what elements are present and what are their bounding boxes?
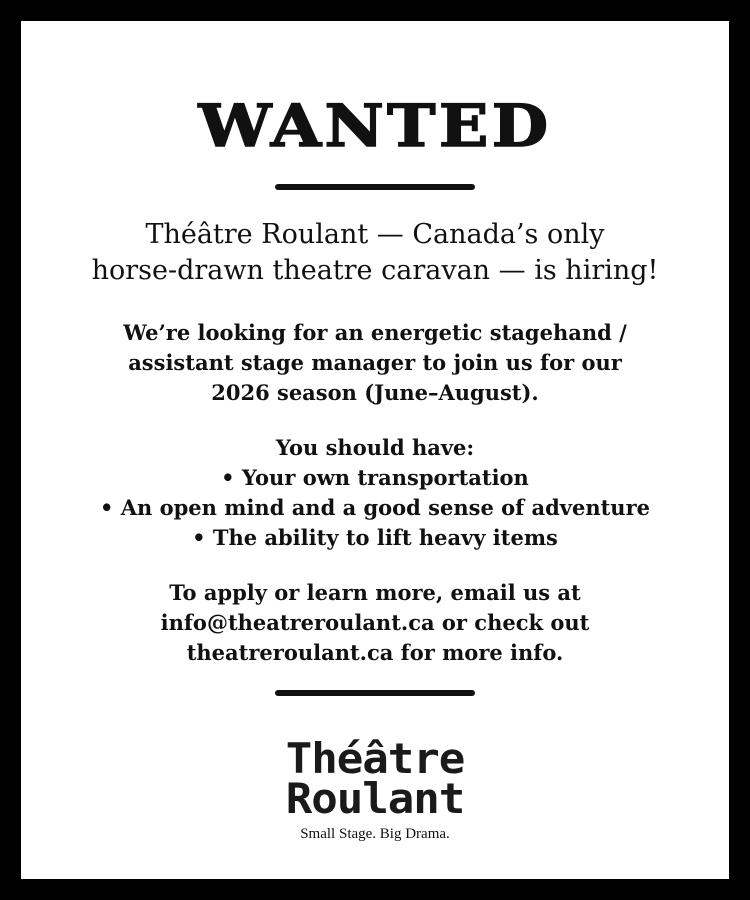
theatre-roulant-logo: [21, 734, 729, 843]
subhead-line: Théâtre Roulant — Canada’s only: [145, 219, 605, 250]
logo-word-theatre: Théâtre: [285, 734, 465, 783]
requirements-list: [21, 433, 729, 553]
subhead-line: horse-drawn theatre caravan — is hiring!: [91, 255, 659, 286]
bottom-divider: [275, 690, 475, 696]
apply-paragraph: [21, 578, 729, 668]
top-divider: [275, 184, 475, 190]
poster-frame: [21, 21, 729, 879]
headline-wanted: WANTED: [198, 92, 552, 160]
logo-word-roulant: Roulant: [285, 774, 465, 823]
subhead: [21, 217, 729, 289]
intro-paragraph: [21, 318, 729, 408]
apply-line: To apply or learn more, email us at: [169, 580, 581, 605]
apply-line: info@theatreroulant.ca or check out: [160, 610, 590, 635]
requirements-label: You should have:: [275, 435, 475, 460]
intro-line: 2026 season (June–August).: [211, 380, 539, 405]
requirement-item: • Your own transportation: [221, 465, 529, 490]
requirement-item: • An open mind and a good sense of adventure: [100, 495, 650, 520]
intro-line: assistant stage manager to join us for our: [128, 350, 622, 375]
intro-line: We’re looking for an energetic stagehand /: [123, 320, 627, 345]
requirement-item: • The ability to lift heavy items: [192, 525, 558, 550]
apply-line: theatreroulant.ca for more info.: [186, 640, 564, 665]
logo-tagline: Small Stage. Big Drama.: [300, 826, 450, 842]
